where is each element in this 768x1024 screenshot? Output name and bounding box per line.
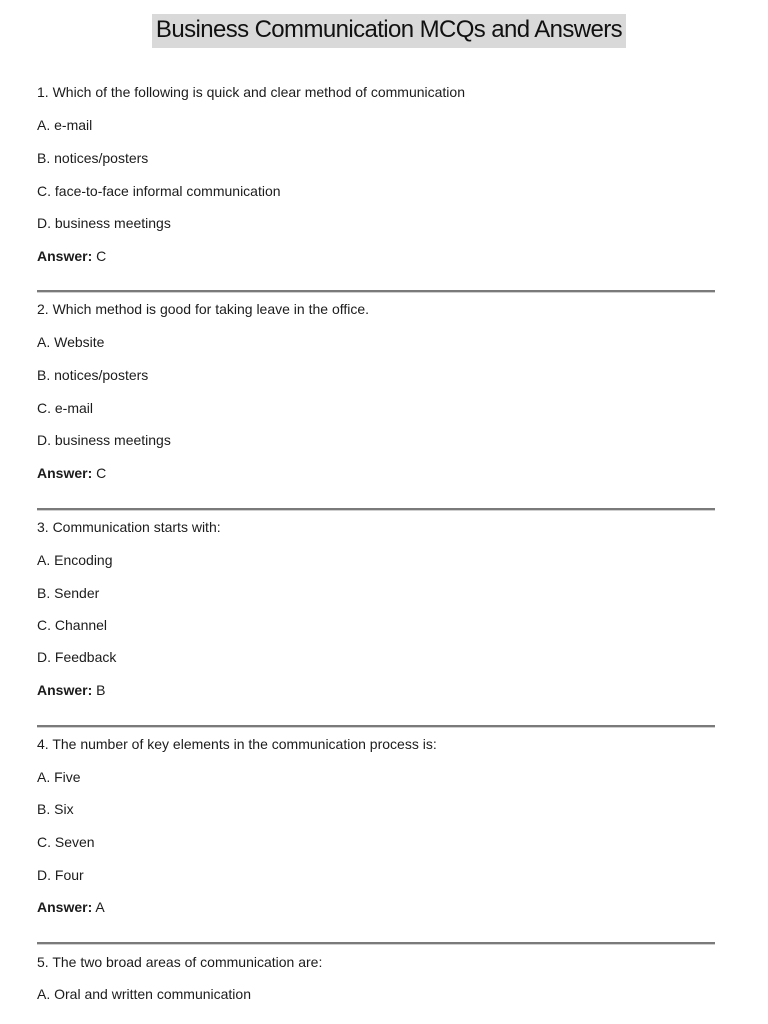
answer-label: Answer:	[37, 465, 93, 481]
answer-label: Answer:	[37, 248, 93, 264]
answer-value: C	[96, 465, 107, 481]
question-text: 5. The two broad areas of communication are:	[37, 954, 323, 970]
option-d: D. business meetings	[37, 432, 171, 448]
option-b: B. notices/posters	[37, 367, 149, 383]
answer-label: Answer:	[37, 899, 93, 915]
page-title: Business Communication MCQs and Answers	[152, 14, 626, 48]
option-b: B. notices/posters	[37, 150, 149, 166]
option-a: A. e-mail	[37, 117, 93, 133]
answer-line	[37, 247, 106, 265]
option-d: D. Feedback	[37, 649, 117, 665]
option-c: C. Seven	[37, 834, 95, 850]
option-d: D. business meetings	[37, 215, 171, 231]
option-c: C. e-mail	[37, 400, 94, 416]
option-b: B. Six	[37, 801, 74, 817]
divider	[37, 508, 715, 511]
answer-line	[37, 898, 105, 916]
question-text: 4. The number of key elements in the communication process is:	[37, 736, 437, 752]
answer-line	[37, 464, 106, 482]
divider	[37, 725, 715, 728]
option-d: D. Four	[37, 867, 84, 883]
answer-label: Answer:	[37, 682, 93, 698]
question-text: 1. Which of the following is quick and clear method of communication	[37, 84, 465, 100]
answer-value: A	[95, 899, 105, 915]
question-text: 3. Communication starts with:	[37, 519, 221, 535]
option-a: A. Five	[37, 769, 81, 785]
option-c: C. Channel	[37, 617, 108, 633]
option-b: B. Sender	[37, 585, 100, 601]
option-a: A. Encoding	[37, 552, 113, 568]
question-text: 2. Which method is good for taking leave in the office.	[37, 301, 370, 317]
answer-value: B	[96, 682, 106, 698]
divider	[37, 942, 715, 945]
option-a: A. Oral and written communication	[37, 986, 251, 1002]
answer-value: C	[96, 248, 107, 264]
title-container	[0, 14, 768, 48]
divider	[37, 290, 715, 293]
option-a: A. Website	[37, 334, 105, 350]
option-c: C. face-to-face informal communication	[37, 183, 281, 199]
answer-line	[37, 681, 105, 699]
